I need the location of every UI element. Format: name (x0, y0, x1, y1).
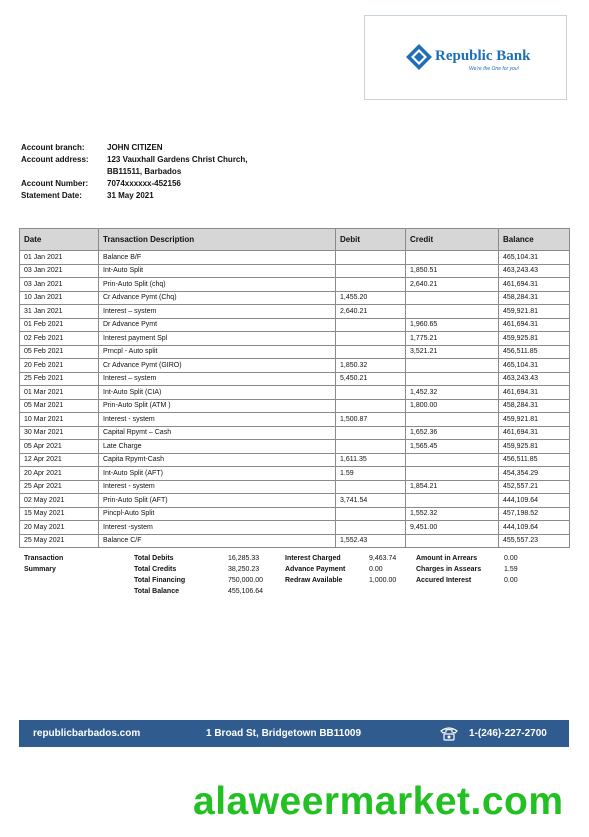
date-cell: 10 Mar 2021 (20, 413, 99, 427)
phone-icon (439, 725, 459, 741)
date-cell: 20 May 2021 (20, 521, 99, 535)
credit-cell: 1,775.21 (406, 332, 499, 346)
col-header-date: Date (20, 229, 99, 251)
debit-cell (336, 480, 406, 494)
date-cell: 15 May 2021 (20, 507, 99, 521)
charges-in-arrears-value: 1.59 (504, 566, 518, 573)
table-row (20, 413, 570, 427)
credit-cell (406, 453, 499, 467)
balance-cell: 465,104.31 (499, 251, 570, 265)
credit-cell (406, 494, 499, 508)
date-cell: 25 Feb 2021 (20, 372, 99, 386)
summary-title-line2: Summary (24, 566, 56, 573)
description-cell: Interest – system (99, 305, 336, 319)
credit-cell: 1,552.32 (406, 507, 499, 521)
balance-cell: 463,243.43 (499, 264, 570, 278)
table-row (20, 318, 570, 332)
description-cell: Interest – system (99, 372, 336, 386)
table-row (20, 426, 570, 440)
date-cell: 05 Mar 2021 (20, 399, 99, 413)
table-row (20, 359, 570, 373)
credit-cell: 2,640.21 (406, 278, 499, 292)
credit-cell (406, 305, 499, 319)
debit-cell: 1,500.87 (336, 413, 406, 427)
table-row (20, 534, 570, 548)
description-cell: Balance C/F (99, 534, 336, 548)
advance-payment-value: 0.00 (369, 566, 383, 573)
table-row (20, 440, 570, 454)
date-cell: 05 Apr 2021 (20, 440, 99, 454)
footer-phone[interactable]: 1-(246)-227-2700 (469, 728, 547, 739)
watermark-text: alaweermarket.com (193, 780, 564, 823)
date-cell: 05 Feb 2021 (20, 345, 99, 359)
table-row (20, 521, 570, 535)
balance-cell: 456,511.85 (499, 345, 570, 359)
credit-cell (406, 251, 499, 265)
debit-cell (336, 332, 406, 346)
credit-cell: 1,960.65 (406, 318, 499, 332)
debit-cell (336, 318, 406, 332)
account-address-line1: 123 Vauxhall Gardens Christ Church, (107, 155, 248, 164)
balance-cell: 459,921.81 (499, 305, 570, 319)
balance-cell: 459,925.81 (499, 440, 570, 454)
total-balance-label: Total Balance (134, 588, 179, 595)
interest-charged-label: Interest Charged (285, 555, 341, 562)
table-header-row (20, 229, 570, 251)
debit-cell (336, 251, 406, 265)
description-cell: Capita Rpymt-Cash (99, 453, 336, 467)
credit-cell: 1,652.36 (406, 426, 499, 440)
credit-cell (406, 534, 499, 548)
credit-cell (406, 467, 499, 481)
total-debits-label: Total Debits (134, 555, 174, 562)
date-cell: 02 May 2021 (20, 494, 99, 508)
description-cell: Capital Rpymt – Cash (99, 426, 336, 440)
balance-cell: 461,694.31 (499, 318, 570, 332)
debit-cell (336, 278, 406, 292)
balance-cell: 459,925.81 (499, 332, 570, 346)
credit-cell: 1,565.45 (406, 440, 499, 454)
transactions-table (19, 228, 570, 548)
balance-cell: 458,284.31 (499, 291, 570, 305)
account-details (21, 142, 248, 202)
table-row (20, 507, 570, 521)
debit-cell: 5,450.21 (336, 372, 406, 386)
credit-cell: 1,850.51 (406, 264, 499, 278)
description-cell: Interest - system (99, 480, 336, 494)
table-row (20, 264, 570, 278)
credit-cell (406, 291, 499, 305)
date-cell: 30 Mar 2021 (20, 426, 99, 440)
credit-cell: 1,452.32 (406, 386, 499, 400)
description-cell: Late Charge (99, 440, 336, 454)
col-header-description: Transaction Description (99, 229, 336, 251)
debit-cell: 1.59 (336, 467, 406, 481)
total-financing-label: Total Financing (134, 577, 186, 584)
description-cell: Interest payment Spl (99, 332, 336, 346)
balance-cell: 461,694.31 (499, 278, 570, 292)
balance-cell: 465,104.31 (499, 359, 570, 373)
debit-cell (336, 507, 406, 521)
debit-cell: 1,611.35 (336, 453, 406, 467)
table-row (20, 386, 570, 400)
debit-cell (336, 399, 406, 413)
bank-tagline: We're the One for you! (469, 66, 520, 72)
balance-cell: 461,694.31 (499, 386, 570, 400)
statement-date-value: 31 May 2021 (107, 191, 154, 200)
date-cell: 03 Jan 2021 (20, 264, 99, 278)
date-cell: 01 Mar 2021 (20, 386, 99, 400)
advance-payment-label: Advance Payment (285, 566, 346, 573)
amount-in-arrears-value: 0.00 (504, 555, 518, 562)
total-financing-value: 750,000.00 (228, 577, 264, 584)
balance-cell: 463,243.43 (499, 372, 570, 386)
date-cell: 25 Apr 2021 (20, 480, 99, 494)
balance-cell: 458,284.31 (499, 399, 570, 413)
redraw-available-value: 1,000.00 (369, 577, 397, 584)
summary-title-line1: Transaction (24, 555, 64, 562)
col-header-balance: Balance (499, 229, 570, 251)
account-number-label: Account Number: (21, 179, 89, 188)
description-cell: Dr Advance Pymt (99, 318, 336, 332)
table-row (20, 480, 570, 494)
debit-cell (336, 345, 406, 359)
date-cell: 31 Jan 2021 (20, 305, 99, 319)
debit-cell (336, 386, 406, 400)
description-cell: Prin-Auto Split (AFT) (99, 494, 336, 508)
footer-website-link[interactable]: republicbarbados.com (33, 728, 141, 739)
credit-cell (406, 372, 499, 386)
balance-cell: 444,109.64 (499, 494, 570, 508)
description-cell: Cr Advance Pymt (GIRO) (99, 359, 336, 373)
statement-date-label: Statement Date: (21, 191, 82, 200)
credit-cell (406, 413, 499, 427)
balance-cell: 454,354.29 (499, 467, 570, 481)
description-cell: Int-Auto Split (CIA) (99, 386, 336, 400)
table-row (20, 345, 570, 359)
debit-cell (336, 521, 406, 535)
debit-cell: 1,552.43 (336, 534, 406, 548)
footer-bar (19, 720, 569, 747)
debit-cell (336, 426, 406, 440)
description-cell: Prin-Auto Split (ATM ) (99, 399, 336, 413)
description-cell: Pincpl-Auto Split (99, 507, 336, 521)
credit-cell: 1,800.00 (406, 399, 499, 413)
balance-cell: 461,694.31 (499, 426, 570, 440)
balance-cell: 455,557.23 (499, 534, 570, 548)
table-row (20, 399, 570, 413)
table-row (20, 251, 570, 265)
credit-cell (406, 359, 499, 373)
balance-cell: 457,198.52 (499, 507, 570, 521)
col-header-debit: Debit (336, 229, 406, 251)
total-balance-value: 455,106.64 (228, 588, 264, 595)
debit-cell: 2,640.21 (336, 305, 406, 319)
debit-cell: 1,455.20 (336, 291, 406, 305)
date-cell: 12 Apr 2021 (20, 453, 99, 467)
total-credits-label: Total Credits (134, 566, 177, 573)
date-cell: 25 May 2021 (20, 534, 99, 548)
total-credits-value: 38,250.23 (228, 566, 260, 573)
bank-name: Republic Bank (435, 48, 531, 64)
republic-bank-logo-icon (405, 43, 433, 71)
interest-charged-value: 9,463.74 (369, 555, 397, 562)
date-cell: 10 Jan 2021 (20, 291, 99, 305)
debit-cell (336, 264, 406, 278)
description-cell: Interest -system (99, 521, 336, 535)
description-cell: Interest - system (99, 413, 336, 427)
debit-cell (336, 440, 406, 454)
debit-cell: 3,741.54 (336, 494, 406, 508)
description-cell: Prin-Auto Split (chq) (99, 278, 336, 292)
balance-cell: 444,109.64 (499, 521, 570, 535)
description-cell: Cr Advance Pymt (Chq) (99, 291, 336, 305)
account-branch-label: Account branch: (21, 143, 85, 152)
date-cell: 01 Feb 2021 (20, 318, 99, 332)
balance-cell: 452,557.21 (499, 480, 570, 494)
table-row (20, 278, 570, 292)
table-row (20, 467, 570, 481)
amount-in-arrears-label: Amount in Arrears (416, 555, 478, 562)
date-cell: 03 Jan 2021 (20, 278, 99, 292)
account-number-value: 7074xxxxxx-452156 (107, 179, 181, 188)
credit-cell: 9,451.00 (406, 521, 499, 535)
date-cell: 20 Feb 2021 (20, 359, 99, 373)
table-row (20, 453, 570, 467)
account-address-line2: BB11511, Barbados (107, 167, 182, 176)
account-address-label: Account address: (21, 155, 89, 164)
description-cell: Int-Auto Split (AFT) (99, 467, 336, 481)
date-cell: 20 Apr 2021 (20, 467, 99, 481)
redraw-available-label: Redraw Available (285, 577, 343, 584)
date-cell: 01 Jan 2021 (20, 251, 99, 265)
bank-logo-box (364, 15, 567, 100)
footer-address: 1 Broad St, Bridgetown BB11009 (206, 728, 362, 739)
account-branch-value: JOHN CITIZEN (107, 143, 163, 152)
balance-cell: 456,511.85 (499, 453, 570, 467)
charges-in-arrears-label: Charges in Assears (416, 566, 482, 573)
table-row (20, 305, 570, 319)
credit-cell: 1,854.21 (406, 480, 499, 494)
table-row (20, 291, 570, 305)
total-debits-value: 16,285.33 (228, 555, 260, 562)
table-row (20, 494, 570, 508)
date-cell: 02 Feb 2021 (20, 332, 99, 346)
debit-cell: 1,850.32 (336, 359, 406, 373)
table-row (20, 372, 570, 386)
description-cell: Prncpl - Auto split (99, 345, 336, 359)
accured-interest-value: 0.00 (504, 577, 518, 584)
col-header-credit: Credit (406, 229, 499, 251)
description-cell: Balance B/F (99, 251, 336, 265)
description-cell: Int-Auto Split (99, 264, 336, 278)
table-row (20, 332, 570, 346)
credit-cell: 3,521.21 (406, 345, 499, 359)
accured-interest-label: Accured Interest (416, 577, 472, 584)
balance-cell: 459,921.81 (499, 413, 570, 427)
